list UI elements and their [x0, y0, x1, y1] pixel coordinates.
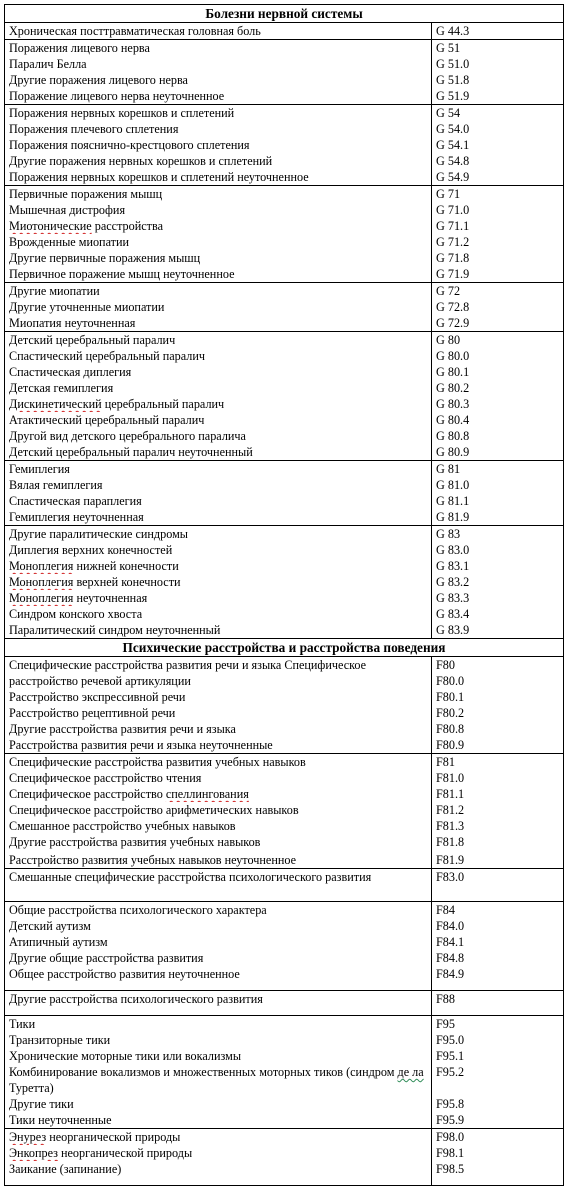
code-group-row — [5, 186, 564, 283]
spacer — [436, 982, 559, 990]
icd-codes-cell — [432, 869, 564, 902]
icd-code: G 83.1 — [436, 559, 470, 573]
icd-code: G 51.9 — [436, 89, 470, 103]
disease-names-cell — [5, 991, 432, 1016]
disease-name: Детский церебральный паралич — [9, 333, 176, 347]
disease-name: Общие расстройства психологического характера — [9, 903, 267, 917]
icd-code: G 80.2 — [436, 381, 470, 395]
disease-name: Другие уточненные миопатии — [9, 300, 165, 314]
icd-code: G 54.0 — [436, 122, 470, 136]
icd-codes-document — [4, 4, 563, 1186]
icd-codes-cell — [432, 902, 564, 991]
icd-code: G 81.1 — [436, 494, 470, 508]
code-group-row — [5, 283, 564, 332]
disease-name: Другие паралитические синдромы — [9, 527, 188, 541]
icd-code: F80.0 — [436, 674, 465, 688]
disease-name: Специфические расстройства развития речи и языка Специфическое расстройство речевой артикуляции — [9, 658, 367, 688]
spellcheck-word: Моноплегия — [9, 559, 74, 573]
disease-name: Смешанное расстройство учебных навыков — [9, 819, 236, 833]
disease-name: Специфическое расстройство спеллингования — [9, 787, 249, 801]
code-group-row — [5, 991, 564, 1016]
icd-code: F81.0 — [436, 771, 465, 785]
icd-code: F98.0 — [436, 1130, 465, 1144]
code-group-row — [5, 23, 564, 40]
icd-code: F80.1 — [436, 690, 465, 704]
icd-code: G 80.1 — [436, 365, 470, 379]
icd-code: G 54.8 — [436, 154, 470, 168]
icd-code: G 51.8 — [436, 73, 470, 87]
spacer — [436, 1080, 559, 1096]
icd-codes-cell — [432, 754, 564, 869]
icd-code: G 51 — [436, 41, 461, 55]
disease-name: Врожденные миопатии — [9, 235, 130, 249]
disease-name: Моноплегия верхней конечности — [9, 575, 181, 589]
disease-names-cell — [5, 461, 432, 526]
disease-name: Мышечная дистрофия — [9, 203, 126, 217]
icd-code: G 72.8 — [436, 300, 470, 314]
disease-name: Расстройство рецептивной речи — [9, 706, 176, 720]
disease-name: Поражения нервных корешков и сплетений — [9, 106, 235, 120]
spellcheck-word: Дискинетический — [9, 397, 102, 411]
icd-code: G 72.9 — [436, 316, 470, 330]
spellcheck-word: де ла — [397, 1065, 424, 1079]
icd-code: F84.1 — [436, 935, 465, 949]
disease-names-cell — [5, 526, 432, 639]
disease-names-cell — [5, 1129, 432, 1186]
disease-name: Детский церебральный паралич неуточненный — [9, 445, 253, 459]
icd-code: G 44.3 — [436, 24, 470, 38]
icd-codes-cell — [432, 23, 564, 40]
icd-code: F80.8 — [436, 722, 465, 736]
disease-name: Другие общие расстройства развития — [9, 951, 204, 965]
disease-name: Поражения нервных корешков и сплетений неуточненное — [9, 170, 309, 184]
icd-code: G 71.9 — [436, 267, 470, 281]
spacer — [436, 1007, 559, 1015]
disease-name: Поражения плечевого сплетения — [9, 122, 179, 136]
disease-name: Спастическая параплегия — [9, 494, 142, 508]
icd-code: G 83.3 — [436, 591, 470, 605]
disease-name: Другие поражения нервных корешков и сплетений — [9, 154, 273, 168]
spellcheck-word: Энурез — [9, 1130, 47, 1144]
icd-code: F81.9 — [436, 853, 465, 867]
disease-name: Транзиторные тики — [9, 1033, 111, 1047]
disease-name: Детский аутизм — [9, 919, 91, 933]
spacer — [436, 1177, 559, 1185]
code-group-row — [5, 902, 564, 991]
icd-code: G 71 — [436, 187, 461, 201]
icd-code: G 80.4 — [436, 413, 470, 427]
icd-code: G 54.9 — [436, 170, 470, 184]
icd-code: G 71.8 — [436, 251, 470, 265]
code-group-row — [5, 332, 564, 461]
disease-name: Тики неуточненные — [9, 1113, 112, 1127]
code-group-row — [5, 869, 564, 902]
code-group-row — [5, 40, 564, 105]
icd-codes-cell — [432, 186, 564, 283]
section-title: Психические расстройства и расстройства поведения — [5, 639, 564, 657]
icd-code: G 81 — [436, 462, 461, 476]
icd-code: F80.9 — [436, 738, 465, 752]
icd-code: G 72 — [436, 284, 461, 298]
code-group-row — [5, 1129, 564, 1186]
disease-name: Диплегия верхних конечностей — [9, 543, 173, 557]
disease-name: Другие первичные поражения мышц — [9, 251, 201, 265]
icd-code: F81.2 — [436, 803, 465, 817]
disease-name: Расстройство экспрессивной речи — [9, 690, 186, 704]
disease-name: Спастический церебральный паралич — [9, 349, 206, 363]
disease-names-cell — [5, 1016, 432, 1129]
icd-code: G 71.0 — [436, 203, 470, 217]
icd-code: G 80.9 — [436, 445, 470, 459]
disease-name: Дискинетический церебральный паралич — [9, 397, 225, 411]
disease-name: Энкопрез неорганической природы — [9, 1146, 193, 1160]
disease-names-cell — [5, 332, 432, 461]
disease-name: Хроническая посттравматическая головная боль — [9, 24, 261, 38]
disease-name: Общее расстройство развития неуточненное — [9, 967, 240, 981]
disease-name: Гемиплегия — [9, 462, 70, 476]
disease-names-cell — [5, 40, 432, 105]
disease-name: Вялая гемиплегия — [9, 478, 103, 492]
disease-name: Комбинирование вокализмов и множественных моторных тиков (синдром де ла Туретта) — [9, 1065, 424, 1095]
disease-name: Моноплегия нижней конечности — [9, 559, 179, 573]
disease-name: Спастическая диплегия — [9, 365, 132, 379]
icd-codes-cell — [432, 1016, 564, 1129]
icd-code: F95.8 — [436, 1097, 465, 1111]
spacer — [9, 982, 427, 990]
icd-code: F84 — [436, 903, 455, 917]
icd-codes-cell — [432, 657, 564, 754]
icd-code: G 83.0 — [436, 543, 470, 557]
disease-name: Другие расстройства развития учебных навыков — [9, 835, 261, 849]
disease-name: Специфическое расстройство чтения — [9, 771, 202, 785]
code-group-row — [5, 657, 564, 754]
icd-code: G 83 — [436, 527, 461, 541]
icd-code: G 54 — [436, 106, 461, 120]
icd-code: G 51.0 — [436, 57, 470, 71]
icd-codes-cell — [432, 40, 564, 105]
icd-code: F95.2 — [436, 1065, 465, 1079]
icd-code: F83.0 — [436, 870, 465, 884]
icd-code: G 81.0 — [436, 478, 470, 492]
icd-code: G 83.4 — [436, 607, 470, 621]
icd-codes-table — [4, 4, 564, 1186]
disease-name: Другие расстройства развития речи и языка — [9, 722, 236, 736]
icd-code: G 80 — [436, 333, 461, 347]
icd-codes-cell — [432, 461, 564, 526]
icd-codes-cell — [432, 105, 564, 186]
icd-code: G 83.9 — [436, 623, 470, 637]
icd-code: F95.9 — [436, 1113, 465, 1127]
code-group-row — [5, 461, 564, 526]
disease-name: Гемиплегия неуточненная — [9, 510, 144, 524]
disease-name: Смешанные специфические расстройства психологического развития — [9, 870, 372, 884]
disease-names-cell — [5, 754, 432, 869]
disease-name: Специфические расстройства развития учебных навыков — [9, 755, 306, 769]
icd-code: F80 — [436, 658, 455, 672]
icd-code: F98.5 — [436, 1162, 465, 1176]
disease-name: Расстройства развития речи и языка неуточненные — [9, 738, 273, 752]
disease-name: Другие поражения лицевого нерва — [9, 73, 188, 87]
icd-code: F95.1 — [436, 1049, 465, 1063]
disease-name: Паралитический синдром неуточненный — [9, 623, 221, 637]
icd-code: G 80.0 — [436, 349, 470, 363]
spellcheck-word: спеллингования — [165, 787, 249, 801]
spacer — [9, 1007, 427, 1015]
icd-code: F84.9 — [436, 967, 465, 981]
spellcheck-word: Миотонические — [9, 219, 92, 233]
icd-code: F80.2 — [436, 706, 465, 720]
icd-code: F98.1 — [436, 1146, 465, 1160]
disease-names-cell — [5, 657, 432, 754]
code-group-row — [5, 1016, 564, 1129]
disease-name: Синдром конского хвоста — [9, 607, 143, 621]
spellcheck-word: Энкопрез — [9, 1146, 58, 1160]
section-title: Болезни нервной системы — [5, 5, 564, 23]
disease-name: Первичное поражение мышц неуточненное — [9, 267, 235, 281]
disease-name: Поражения лицевого нерва — [9, 41, 150, 55]
disease-name: Заикание (запинание) — [9, 1162, 122, 1176]
disease-name: Хронические моторные тики или вокализмы — [9, 1049, 242, 1063]
icd-code: F95.0 — [436, 1033, 465, 1047]
icd-codes-cell — [432, 1129, 564, 1186]
code-group-row — [5, 754, 564, 869]
disease-name: Атактический церебральный паралич — [9, 413, 205, 427]
icd-code: F81.3 — [436, 819, 465, 833]
icd-code: F95 — [436, 1017, 455, 1031]
disease-name: Специфическое расстройство арифметических навыков — [9, 803, 299, 817]
icd-code: G 81.9 — [436, 510, 470, 524]
disease-name: Поражение лицевого нерва неуточненное — [9, 89, 225, 103]
disease-name: Первичные поражения мышц — [9, 187, 163, 201]
disease-name: Другой вид детского церебрального паралича — [9, 429, 246, 443]
disease-name: Расстройство развития учебных навыков неуточненное — [9, 853, 297, 867]
disease-name: Энурез неорганической природы — [9, 1130, 181, 1144]
disease-names-cell — [5, 186, 432, 283]
spacer — [9, 1177, 427, 1185]
disease-names-cell — [5, 105, 432, 186]
disease-name: Миопатия неуточненная — [9, 316, 136, 330]
spellcheck-word: Моноплегия — [9, 575, 74, 589]
spacer — [436, 885, 559, 901]
icd-code: G 54.1 — [436, 138, 470, 152]
icd-code: F81.8 — [436, 835, 465, 849]
icd-code: G 71.2 — [436, 235, 470, 249]
disease-name: Миотонические расстройства — [9, 219, 163, 233]
section-header-row — [5, 5, 564, 23]
disease-name: Поражения пояснично-крестцового сплетения — [9, 138, 250, 152]
icd-codes-cell — [432, 332, 564, 461]
icd-code: G 83.2 — [436, 575, 470, 589]
disease-name: Атипичный аутизм — [9, 935, 108, 949]
code-group-row — [5, 526, 564, 639]
disease-name: Паралич Белла — [9, 57, 87, 71]
disease-names-cell — [5, 902, 432, 991]
icd-code: G 80.8 — [436, 429, 470, 443]
disease-names-cell — [5, 23, 432, 40]
disease-name: Другие миопатии — [9, 284, 100, 298]
code-group-row — [5, 105, 564, 186]
icd-codes-cell — [432, 283, 564, 332]
disease-names-cell — [5, 283, 432, 332]
icd-code: F84.0 — [436, 919, 465, 933]
disease-name: Моноплегия неуточненная — [9, 591, 148, 605]
icd-codes-cell — [432, 526, 564, 639]
disease-name: Другие тики — [9, 1097, 74, 1111]
section-header-row — [5, 639, 564, 657]
icd-codes-cell — [432, 991, 564, 1016]
icd-code: G 71.1 — [436, 219, 470, 233]
disease-names-cell — [5, 869, 432, 902]
icd-code: F88 — [436, 992, 455, 1006]
icd-code: F84.8 — [436, 951, 465, 965]
spellcheck-word: Моноплегия — [9, 591, 74, 605]
icd-code: G 80.3 — [436, 397, 470, 411]
icd-code: F81 — [436, 755, 455, 769]
disease-name: Тики — [9, 1017, 36, 1031]
disease-name: Другие расстройства психологического развития — [9, 992, 263, 1006]
icd-code: F81.1 — [436, 787, 465, 801]
disease-name: Детская гемиплегия — [9, 381, 114, 395]
